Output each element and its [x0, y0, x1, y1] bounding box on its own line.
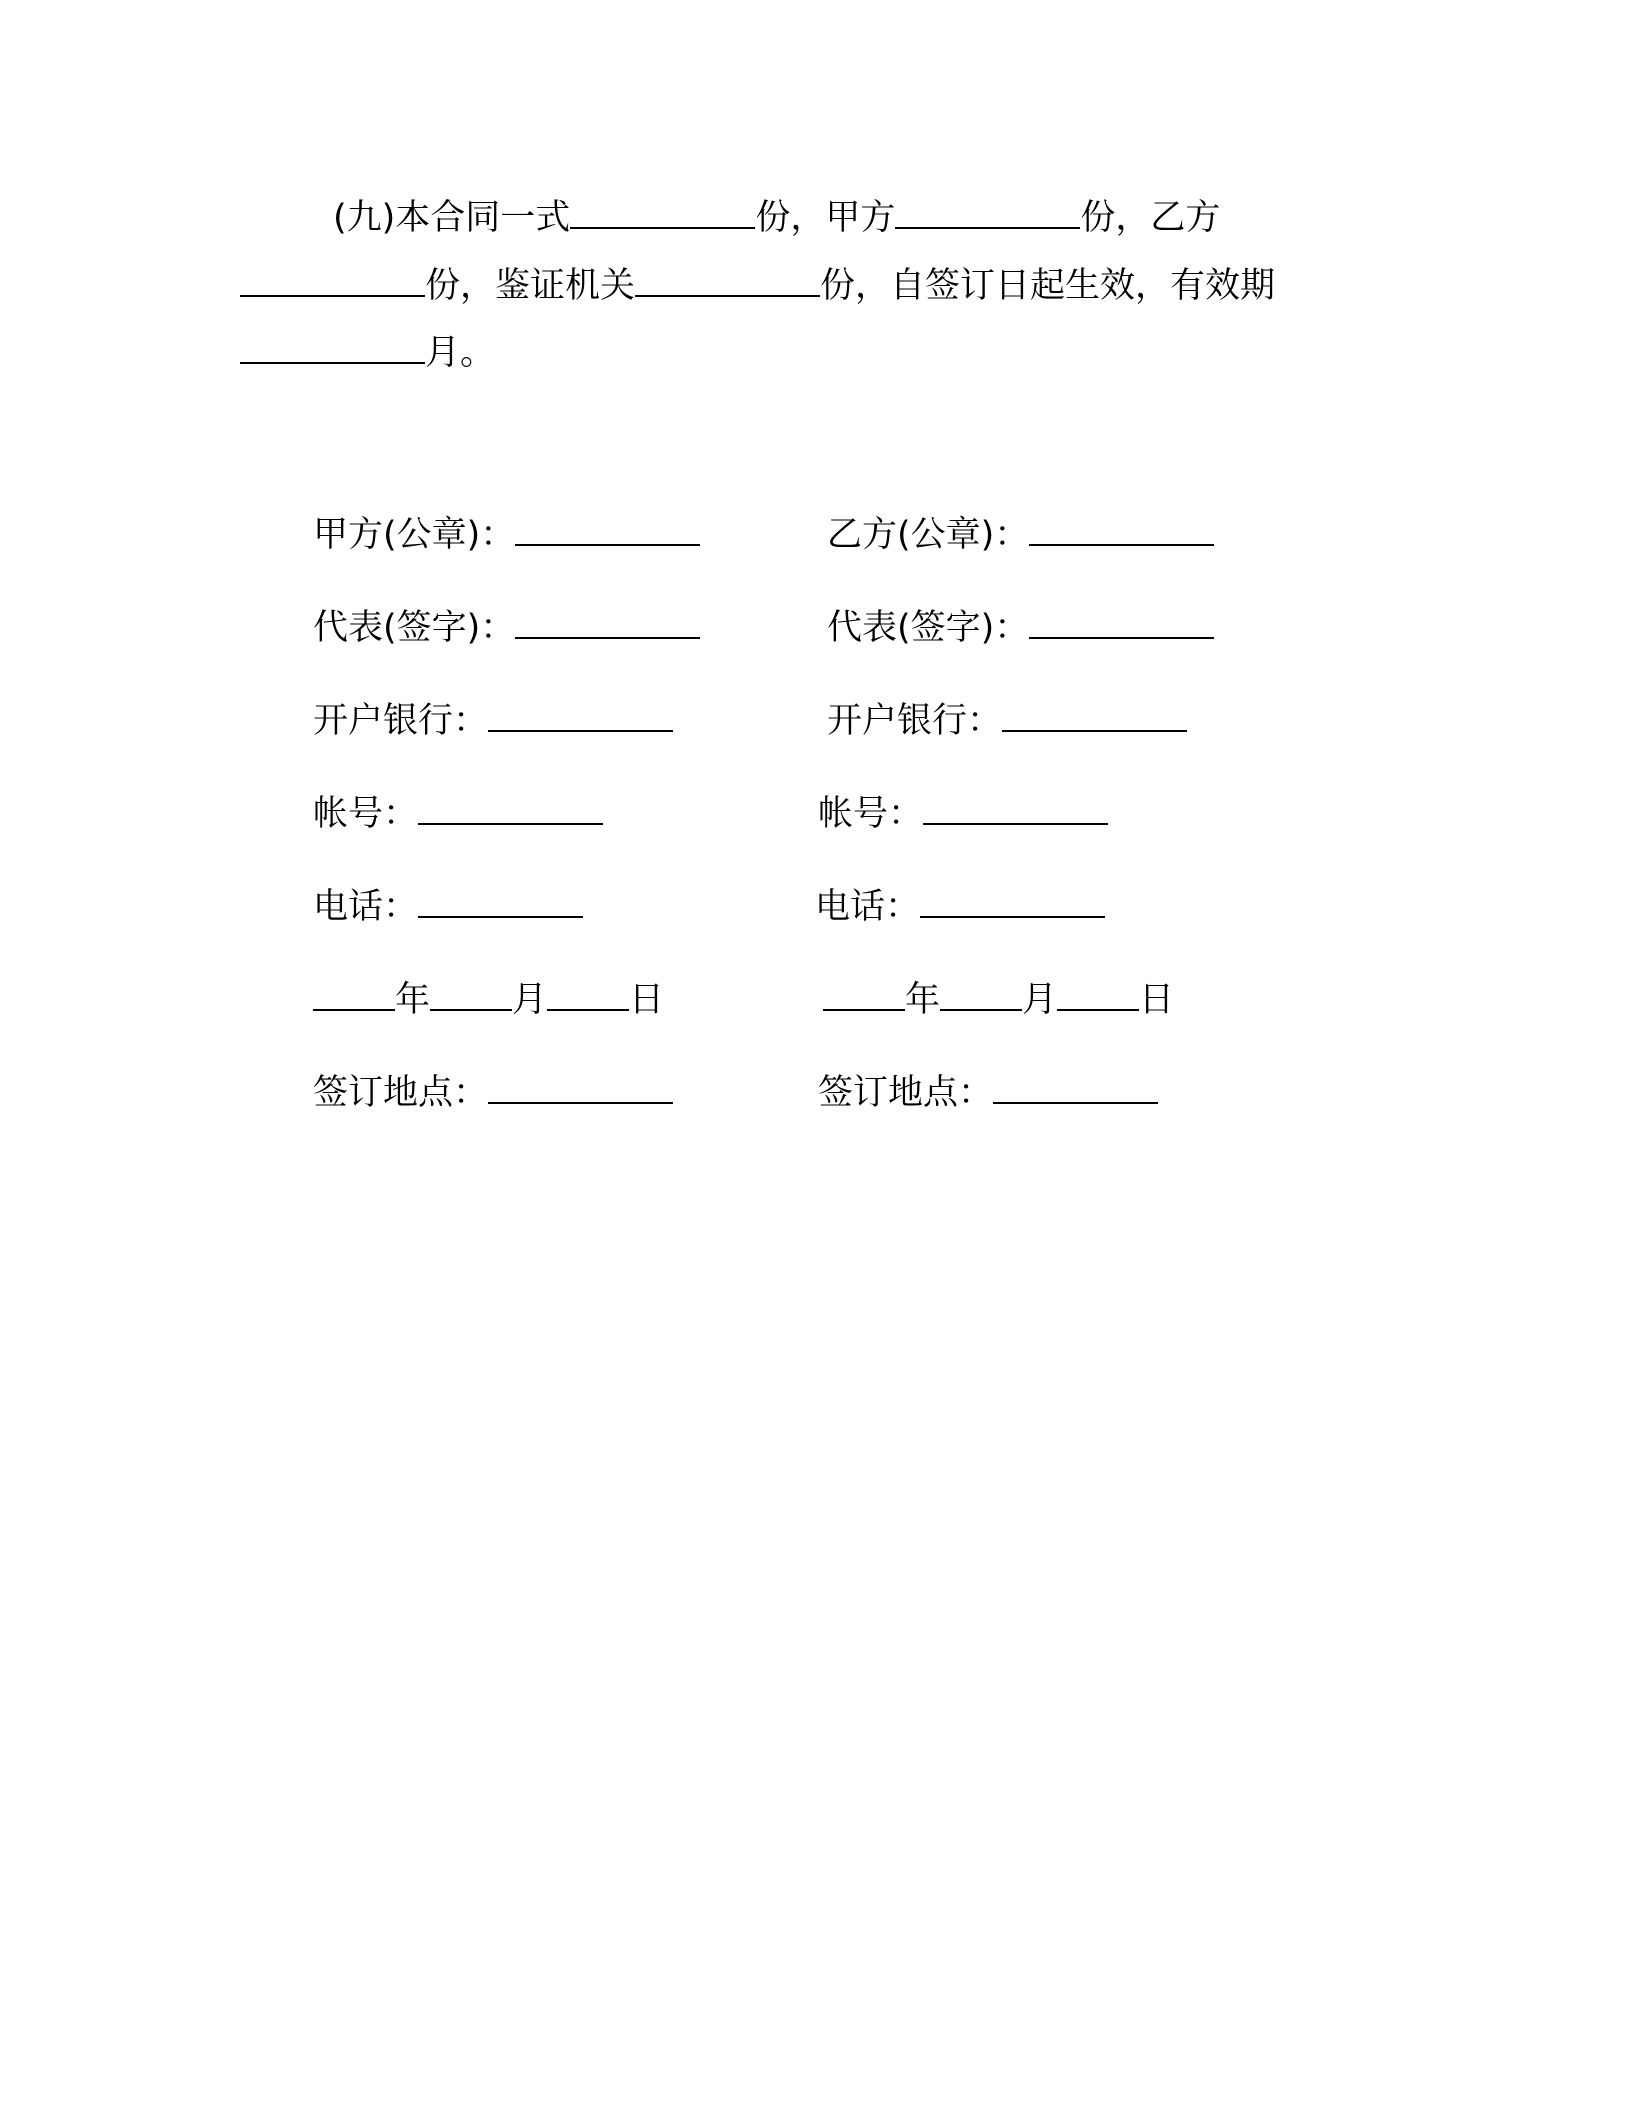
party-a-phone-field: [313, 882, 583, 932]
party-a-account-label: 帐号：: [313, 794, 419, 834]
party-a-month-blank[interactable]: [430, 975, 512, 1011]
party-a-seal-label: 甲方(公章)：: [313, 515, 516, 555]
party-a-bank-label: 开户银行：: [313, 701, 489, 741]
clause-prefix: (九)本合同一式: [333, 198, 571, 238]
party-b-rep-label: 代表(签字)：: [827, 608, 1030, 648]
party-b-year-blank[interactable]: [823, 975, 905, 1011]
party-a-rep-blank[interactable]: [515, 603, 700, 639]
party-b-seal-label: 乙方(公章)：: [827, 515, 1030, 555]
party-b-date-field: [823, 975, 1174, 1025]
party-a-rep-field: [313, 603, 700, 653]
party-b-place-blank[interactable]: [993, 1068, 1158, 1104]
party-b-bank-field: [827, 696, 1187, 746]
clause-line-3: [240, 328, 495, 378]
clause-line-2: [240, 261, 1275, 311]
party-b-phone-blank[interactable]: [920, 882, 1105, 918]
party-b-place-label: 签订地点：: [818, 1073, 994, 1113]
clause-line-1: [333, 193, 1220, 243]
party-b-copies-blank[interactable]: [240, 261, 425, 297]
party-a-place-label: 签订地点：: [313, 1073, 489, 1113]
party-b-month-label: 月: [1022, 980, 1058, 1020]
party-a-rep-label: 代表(签字)：: [313, 608, 516, 648]
party-b-account-label: 帐号：: [818, 794, 924, 834]
party-a-date-field: [313, 975, 664, 1025]
party-a-bank-blank[interactable]: [488, 696, 673, 732]
party-b-seal-blank[interactable]: [1029, 510, 1214, 546]
party-b-account-field: [818, 789, 1108, 839]
party-b-bank-blank[interactable]: [1002, 696, 1187, 732]
clause-validity-text: 份，自签订日起生效，有效期: [820, 266, 1276, 306]
party-b-day-blank[interactable]: [1057, 975, 1139, 1011]
party-a-place-field: [313, 1068, 673, 1118]
clause-copies-unit-2: 份，乙方: [1080, 198, 1221, 238]
party-a-day-label: 日: [629, 980, 665, 1020]
party-a-phone-label: 电话：: [313, 887, 419, 927]
party-a-bank-field: [313, 696, 673, 746]
party-b-day-label: 日: [1139, 980, 1175, 1020]
party-a-year-blank[interactable]: [313, 975, 395, 1011]
clause-month-end: 月。: [425, 333, 496, 373]
party-b-account-blank[interactable]: [923, 789, 1108, 825]
clause-copies-unit-1: 份，甲方: [755, 198, 896, 238]
party-b-phone-field: [815, 882, 1105, 932]
party-b-rep-field: [827, 603, 1214, 653]
party-a-account-blank[interactable]: [418, 789, 603, 825]
total-copies-blank[interactable]: [570, 193, 755, 229]
party-a-month-label: 月: [512, 980, 548, 1020]
authority-copies-blank[interactable]: [635, 261, 820, 297]
party-b-phone-label: 电话：: [815, 887, 921, 927]
party-a-seal-blank[interactable]: [515, 510, 700, 546]
party-b-rep-blank[interactable]: [1029, 603, 1214, 639]
party-a-seal-field: [313, 510, 700, 560]
party-b-seal-field: [827, 510, 1214, 560]
party-a-day-blank[interactable]: [547, 975, 629, 1011]
party-b-place-field: [818, 1068, 1158, 1118]
party-a-phone-blank[interactable]: [418, 882, 583, 918]
party-b-month-blank[interactable]: [940, 975, 1022, 1011]
party-b-year-label: 年: [905, 980, 941, 1020]
party-a-account-field: [313, 789, 603, 839]
party-b-bank-label: 开户银行：: [827, 701, 1003, 741]
party-a-year-label: 年: [395, 980, 431, 1020]
clause-copies-unit-3: 份，鉴证机关: [425, 266, 636, 306]
party-a-copies-blank[interactable]: [895, 193, 1080, 229]
party-a-place-blank[interactable]: [488, 1068, 673, 1104]
validity-months-blank[interactable]: [240, 328, 425, 364]
